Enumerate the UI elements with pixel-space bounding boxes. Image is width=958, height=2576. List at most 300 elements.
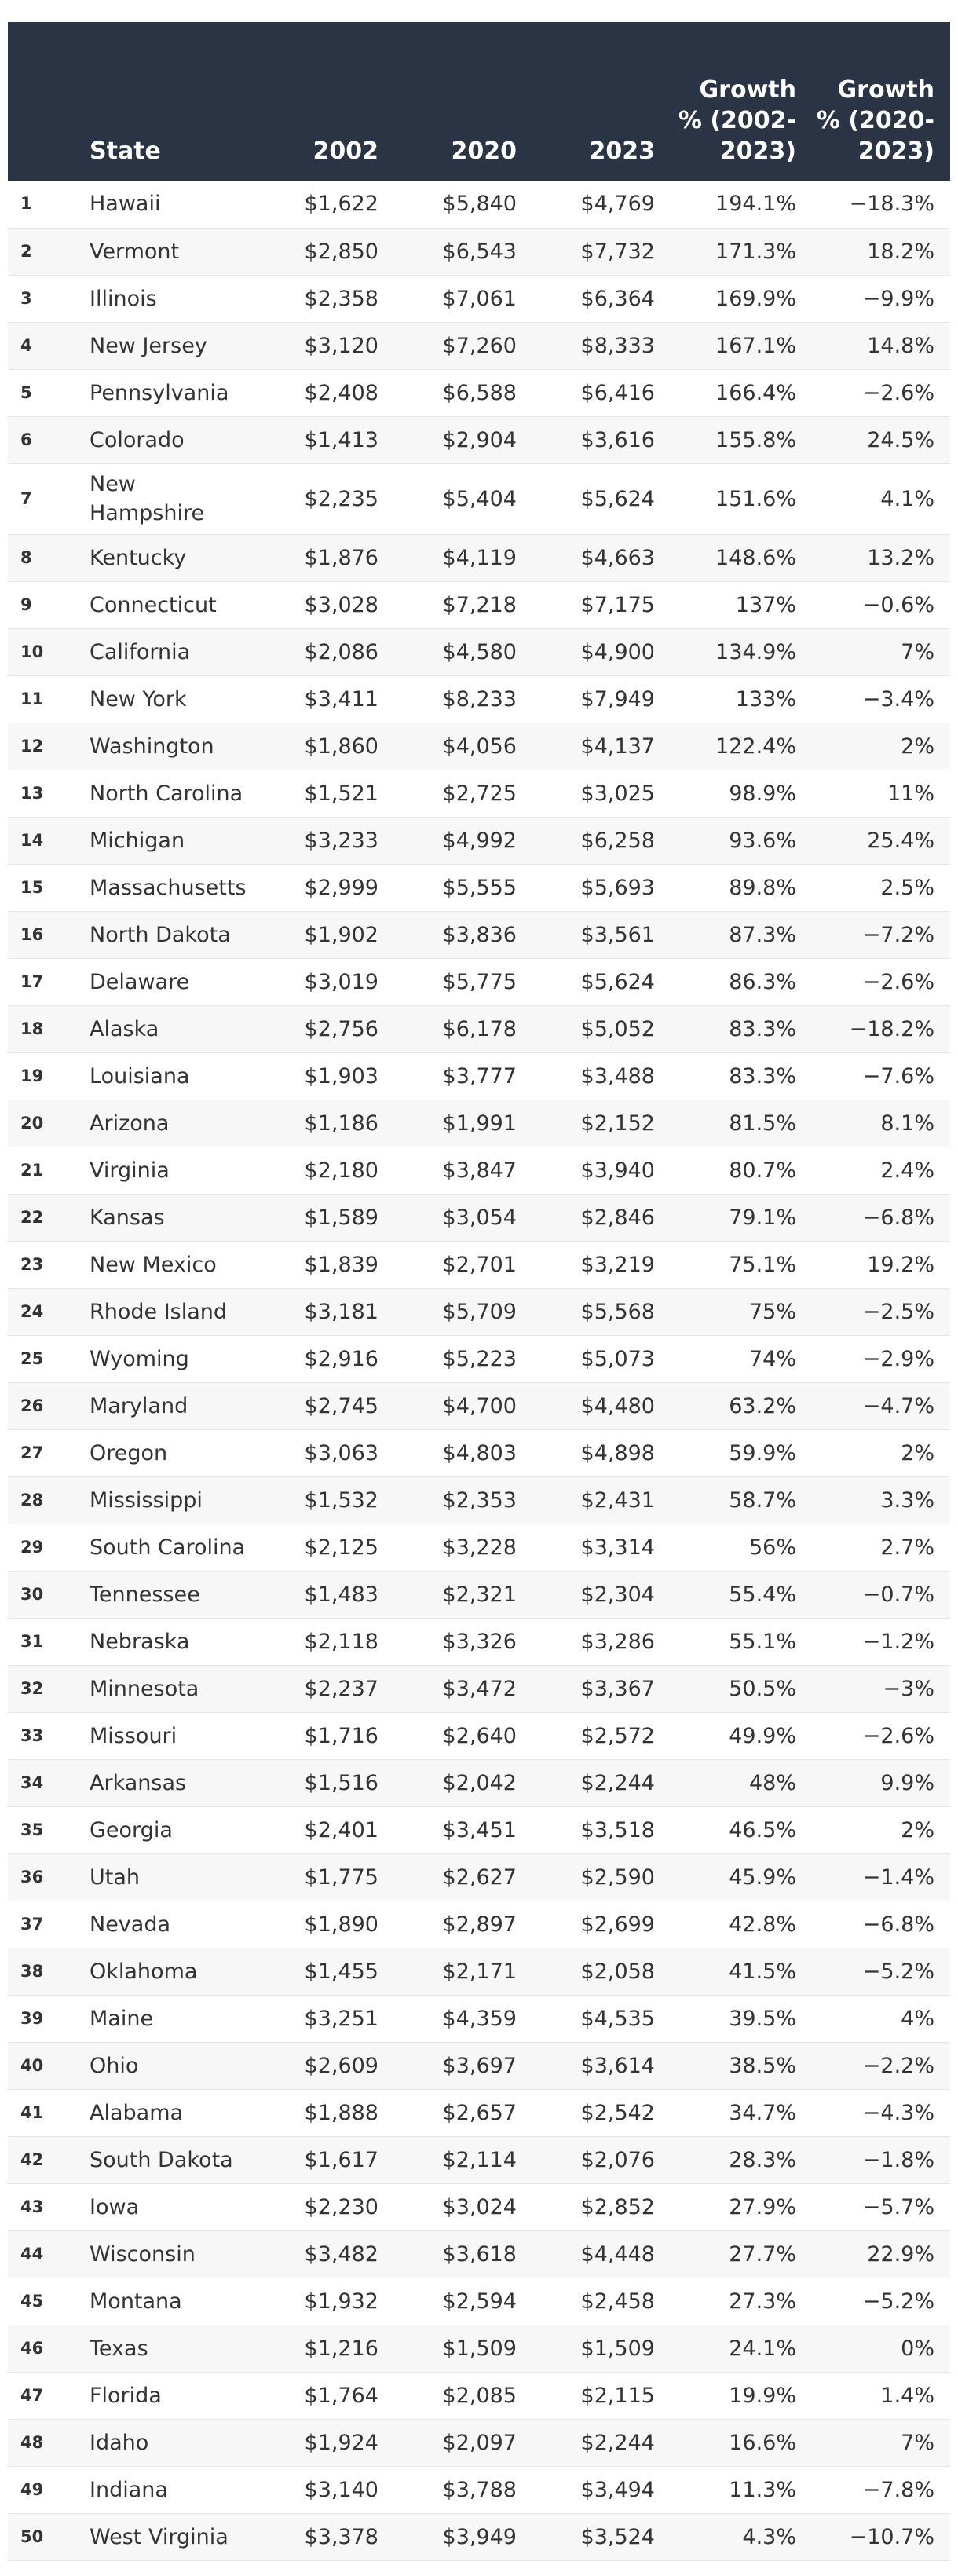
cell-rank: 18 bbox=[20, 1019, 44, 1038]
cell-2002: $1,413 bbox=[304, 427, 378, 452]
table-row bbox=[8, 534, 950, 581]
header-state: State bbox=[90, 137, 161, 165]
cell-growth-2020-2023: −7.2% bbox=[862, 922, 934, 947]
cell-rank: 17 bbox=[20, 971, 44, 991]
cell-2023: $2,244 bbox=[580, 2430, 655, 2455]
cell-rank: 29 bbox=[20, 1537, 44, 1557]
cell-state: Rhode Island bbox=[90, 1299, 228, 1324]
cell-2020: $1,509 bbox=[442, 2336, 517, 2361]
cell-growth-2020-2023: 0% bbox=[901, 2336, 934, 2361]
cell-2023: $4,448 bbox=[580, 2241, 655, 2267]
cell-growth-2020-2023: −2.2% bbox=[862, 2053, 934, 2078]
cell-growth-2020-2023: −18.2% bbox=[849, 1016, 934, 1041]
cell-growth-2002-2023: 28.3% bbox=[729, 2147, 796, 2172]
cell-rank: 34 bbox=[20, 1773, 44, 1792]
cell-growth-2002-2023: 133% bbox=[735, 686, 796, 712]
cell-2023: $7,175 bbox=[580, 592, 655, 617]
cell-2020: $6,588 bbox=[442, 380, 517, 405]
cell-growth-2002-2023: 42.8% bbox=[729, 1912, 796, 1937]
cell-growth-2020-2023: −1.2% bbox=[862, 1629, 934, 1654]
cell-2020: $3,847 bbox=[442, 1158, 517, 1183]
cell-rank: 10 bbox=[20, 642, 44, 661]
cell-growth-2002-2023: 89.8% bbox=[729, 875, 796, 900]
cell-2020: $7,218 bbox=[442, 592, 517, 617]
cell-2002: $1,839 bbox=[304, 1252, 378, 1277]
cell-2020: $3,024 bbox=[442, 2194, 517, 2219]
cell-growth-2020-2023: 3.3% bbox=[880, 1487, 934, 1513]
table-row bbox=[8, 628, 950, 675]
cell-2020: $3,777 bbox=[442, 1063, 517, 1089]
cell-rank: 12 bbox=[20, 736, 44, 756]
cell-growth-2020-2023: −1.8% bbox=[862, 2147, 934, 2172]
cell-growth-2020-2023: −3.4% bbox=[862, 686, 934, 712]
cell-state: West Virginia bbox=[90, 2524, 229, 2549]
cell-state: Pennsylvania bbox=[90, 380, 229, 405]
cell-growth-2002-2023: 166.4% bbox=[715, 380, 796, 405]
table-row bbox=[8, 770, 950, 817]
cell-2023: $4,535 bbox=[580, 2006, 655, 2031]
cell-growth-2002-2023: 38.5% bbox=[729, 2053, 796, 2078]
cell-rank: 38 bbox=[20, 1961, 44, 1981]
state-data-table bbox=[8, 22, 950, 2561]
cell-2002: $1,521 bbox=[304, 781, 378, 806]
cell-growth-2002-2023: 41.5% bbox=[729, 1959, 796, 1984]
cell-growth-2020-2023: −0.7% bbox=[862, 1582, 934, 1607]
cell-2002: $1,622 bbox=[304, 192, 378, 217]
cell-growth-2002-2023: 56% bbox=[748, 1535, 796, 1560]
cell-growth-2020-2023: −3% bbox=[883, 1676, 934, 1701]
cell-2002: $2,180 bbox=[304, 1158, 378, 1183]
table-row bbox=[8, 911, 950, 958]
cell-state: Virginia bbox=[90, 1158, 170, 1183]
cell-2023: $3,219 bbox=[580, 1252, 655, 1277]
table-row bbox=[8, 322, 950, 369]
cell-state: Connecticut bbox=[90, 592, 217, 617]
cell-2023: $3,614 bbox=[580, 2053, 655, 2078]
cell-rank: 33 bbox=[20, 1725, 44, 1745]
cell-growth-2002-2023: 155.8% bbox=[715, 427, 796, 452]
cell-2002: $3,063 bbox=[304, 1440, 378, 1465]
cell-2002: $1,216 bbox=[304, 2336, 378, 2361]
cell-growth-2002-2023: 55.4% bbox=[729, 1582, 796, 1607]
table-row bbox=[8, 1288, 950, 1335]
cell-2020: $2,904 bbox=[442, 427, 517, 452]
cell-growth-2020-2023: −7.6% bbox=[862, 1063, 934, 1089]
cell-2023: $6,258 bbox=[580, 828, 655, 853]
cell-rank: 20 bbox=[20, 1113, 44, 1132]
cell-2020: $2,657 bbox=[442, 2100, 517, 2125]
table-row bbox=[8, 463, 950, 534]
cell-growth-2020-2023: −2.6% bbox=[862, 1723, 934, 1748]
table-row bbox=[8, 1476, 950, 1524]
cell-2002: $3,120 bbox=[304, 333, 378, 358]
cell-2020: $8,233 bbox=[442, 686, 517, 712]
table-row bbox=[8, 2089, 950, 2136]
cell-rank: 32 bbox=[20, 1678, 44, 1698]
cell-2023: $3,616 bbox=[580, 427, 655, 452]
cell-growth-2020-2023: 2.7% bbox=[880, 1535, 934, 1560]
cell-growth-2002-2023: 49.9% bbox=[729, 1723, 796, 1748]
cell-2023: $2,590 bbox=[580, 1864, 655, 1890]
cell-rank: 36 bbox=[20, 1867, 44, 1886]
cell-state: Hawaii bbox=[90, 192, 161, 217]
cell-rank: 41 bbox=[20, 2102, 44, 2122]
cell-growth-2002-2023: 75.1% bbox=[729, 1252, 796, 1277]
cell-2023: $3,488 bbox=[580, 1063, 655, 1089]
cell-state: Montana bbox=[90, 2289, 182, 2314]
cell-2002: $2,237 bbox=[304, 1676, 378, 1701]
cell-state: Texas bbox=[90, 2336, 148, 2361]
cell-growth-2020-2023: −4.3% bbox=[862, 2100, 934, 2125]
cell-2002: $1,617 bbox=[304, 2147, 378, 2172]
cell-2023: $2,431 bbox=[580, 1487, 655, 1513]
cell-rank: 22 bbox=[20, 1207, 44, 1227]
cell-2020: $4,580 bbox=[442, 639, 517, 664]
cell-2020: $6,178 bbox=[442, 1016, 517, 1041]
cell-growth-2002-2023: 169.9% bbox=[715, 286, 796, 311]
cell-rank: 24 bbox=[20, 1301, 44, 1321]
cell-growth-2020-2023: 2% bbox=[901, 1440, 934, 1465]
cell-rank: 6 bbox=[20, 430, 32, 449]
cell-state: South Dakota bbox=[90, 2147, 233, 2172]
cell-2023: $7,732 bbox=[580, 239, 655, 264]
table-row bbox=[8, 1571, 950, 1618]
table-row bbox=[8, 1995, 950, 2042]
cell-2002: $1,764 bbox=[304, 2383, 378, 2408]
cell-2002: $1,532 bbox=[304, 1487, 378, 1513]
cell-2020: $2,640 bbox=[442, 1723, 517, 1748]
cell-2020: $2,627 bbox=[442, 1864, 517, 1890]
cell-2020: $2,171 bbox=[442, 1959, 517, 1984]
cell-growth-2002-2023: 98.9% bbox=[729, 781, 796, 806]
cell-growth-2020-2023: 25.4% bbox=[867, 828, 934, 853]
cell-growth-2020-2023: 14.8% bbox=[867, 333, 934, 358]
cell-growth-2020-2023: −2.6% bbox=[862, 380, 934, 405]
header-growth-2020-2023: Growth % (2020-2023) bbox=[816, 76, 934, 165]
cell-2023: $2,115 bbox=[580, 2383, 655, 2408]
cell-state: Missouri bbox=[90, 1723, 177, 1748]
cell-growth-2002-2023: 50.5% bbox=[729, 1676, 796, 1701]
cell-growth-2002-2023: 27.3% bbox=[729, 2289, 796, 2314]
cell-growth-2020-2023: 2.5% bbox=[880, 875, 934, 900]
cell-growth-2002-2023: 83.3% bbox=[729, 1063, 796, 1089]
table-row bbox=[8, 2136, 950, 2183]
table-row bbox=[8, 275, 950, 322]
table-row bbox=[8, 1241, 950, 1288]
cell-2002: $3,140 bbox=[304, 2477, 378, 2502]
cell-2020: $4,056 bbox=[442, 734, 517, 759]
cell-state: Indiana bbox=[90, 2477, 168, 2502]
cell-rank: 48 bbox=[20, 2432, 44, 2452]
cell-state: Iowa bbox=[90, 2194, 140, 2219]
cell-state: New Mexico bbox=[90, 1252, 217, 1277]
cell-growth-2002-2023: 11.3% bbox=[729, 2477, 796, 2502]
table-row bbox=[8, 1901, 950, 1948]
cell-2020: $3,054 bbox=[442, 1205, 517, 1230]
cell-2002: $1,876 bbox=[304, 545, 378, 570]
cell-2020: $4,700 bbox=[442, 1393, 517, 1418]
cell-rank: 27 bbox=[20, 1443, 44, 1462]
cell-growth-2002-2023: 27.9% bbox=[729, 2194, 796, 2219]
cell-2002: $2,745 bbox=[304, 1393, 378, 1418]
cell-2002: $3,181 bbox=[304, 1299, 378, 1324]
cell-growth-2020-2023: 11% bbox=[887, 781, 934, 806]
cell-growth-2002-2023: 27.7% bbox=[729, 2241, 796, 2267]
cell-state: North Carolina bbox=[90, 781, 243, 806]
cell-growth-2002-2023: 75% bbox=[748, 1299, 796, 1324]
cell-2023: $5,568 bbox=[580, 1299, 655, 1324]
cell-state: Oklahoma bbox=[90, 1959, 198, 1984]
cell-2020: $3,228 bbox=[442, 1535, 517, 1560]
cell-state: Florida bbox=[90, 2383, 162, 2408]
cell-2020: $2,701 bbox=[442, 1252, 517, 1277]
cell-growth-2020-2023: 2% bbox=[901, 734, 934, 759]
cell-growth-2020-2023: −10.7% bbox=[849, 2524, 934, 2549]
table-row bbox=[8, 864, 950, 911]
cell-2002: $1,932 bbox=[304, 2289, 378, 2314]
cell-rank: 43 bbox=[20, 2197, 44, 2216]
cell-growth-2020-2023: −2.6% bbox=[862, 969, 934, 994]
cell-state: Massachusetts bbox=[90, 875, 247, 900]
cell-2002: $2,358 bbox=[304, 286, 378, 311]
cell-rank: 44 bbox=[20, 2244, 44, 2263]
cell-2020: $4,992 bbox=[442, 828, 517, 853]
cell-2002: $1,589 bbox=[304, 1205, 378, 1230]
cell-2023: $2,076 bbox=[580, 2147, 655, 2172]
cell-2002: $3,378 bbox=[304, 2524, 378, 2549]
table-row bbox=[8, 228, 950, 275]
cell-2023: $2,542 bbox=[580, 2100, 655, 2125]
cell-rank: 50 bbox=[20, 2527, 44, 2546]
cell-2020: $5,223 bbox=[442, 1346, 517, 1371]
cell-growth-2002-2023: 4.3% bbox=[742, 2524, 796, 2549]
cell-2002: $2,916 bbox=[304, 1346, 378, 1371]
cell-2023: $3,561 bbox=[580, 922, 655, 947]
cell-state: Alabama bbox=[90, 2100, 184, 2125]
cell-growth-2002-2023: 93.6% bbox=[729, 828, 796, 853]
cell-2023: $5,624 bbox=[580, 486, 655, 511]
table-row bbox=[8, 2513, 950, 2560]
table-row bbox=[8, 817, 950, 864]
cell-growth-2002-2023: 80.7% bbox=[729, 1158, 796, 1183]
cell-2002: $2,235 bbox=[304, 486, 378, 511]
cell-2020: $2,114 bbox=[442, 2147, 517, 2172]
cell-rank: 26 bbox=[20, 1396, 44, 1415]
cell-growth-2020-2023: 7% bbox=[901, 639, 934, 664]
cell-state: Georgia bbox=[90, 1817, 173, 1842]
cell-2020: $2,042 bbox=[442, 1770, 517, 1795]
cell-growth-2002-2023: 59.9% bbox=[729, 1440, 796, 1465]
cell-rank: 4 bbox=[20, 335, 32, 355]
cell-2002: $1,924 bbox=[304, 2430, 378, 2455]
cell-2020: $2,085 bbox=[442, 2383, 517, 2408]
cell-2002: $3,233 bbox=[304, 828, 378, 853]
cell-state: Arkansas bbox=[90, 1770, 187, 1795]
cell-growth-2002-2023: 86.3% bbox=[729, 969, 796, 994]
cell-2020: $3,836 bbox=[442, 922, 517, 947]
table-row bbox=[8, 1524, 950, 1571]
cell-growth-2002-2023: 74% bbox=[748, 1346, 796, 1371]
cell-2023: $2,244 bbox=[580, 1770, 655, 1795]
cell-rank: 9 bbox=[20, 595, 32, 614]
cell-2023: $2,572 bbox=[580, 1723, 655, 1748]
cell-2023: $3,940 bbox=[580, 1158, 655, 1183]
cell-growth-2020-2023: −6.8% bbox=[862, 1912, 934, 1937]
cell-2020: $4,119 bbox=[442, 545, 517, 570]
cell-2002: $3,482 bbox=[304, 2241, 378, 2267]
cell-rank: 30 bbox=[20, 1584, 44, 1604]
table-row bbox=[8, 1382, 950, 1429]
cell-growth-2002-2023: 81.5% bbox=[729, 1111, 796, 1136]
cell-state: Minnesota bbox=[90, 1676, 199, 1701]
cell-growth-2020-2023: 9.9% bbox=[880, 1770, 934, 1795]
table-body bbox=[8, 181, 950, 2560]
cell-state: Nebraska bbox=[90, 1629, 190, 1654]
cell-rank: 13 bbox=[20, 783, 44, 803]
cell-growth-2020-2023: 1.4% bbox=[880, 2383, 934, 2408]
cell-growth-2020-2023: −7.8% bbox=[862, 2477, 934, 2502]
cell-rank: 42 bbox=[20, 2150, 44, 2169]
cell-growth-2020-2023: −2.9% bbox=[862, 1346, 934, 1371]
cell-growth-2020-2023: −6.8% bbox=[862, 1205, 934, 1230]
cell-state: California bbox=[90, 639, 191, 664]
cell-growth-2002-2023: 48% bbox=[748, 1770, 796, 1795]
cell-rank: 16 bbox=[20, 924, 44, 944]
cell-rank: 46 bbox=[20, 2338, 44, 2358]
cell-growth-2020-2023: 13.2% bbox=[867, 545, 934, 570]
table-row bbox=[8, 369, 950, 416]
cell-2002: $2,118 bbox=[304, 1629, 378, 1654]
cell-2023: $6,416 bbox=[580, 380, 655, 405]
cell-2020: $5,404 bbox=[442, 486, 517, 511]
cell-2023: $5,052 bbox=[580, 1016, 655, 1041]
cell-state: Vermont bbox=[90, 239, 180, 264]
header-2002: 2002 bbox=[313, 137, 378, 165]
cell-rank: 23 bbox=[20, 1254, 44, 1274]
cell-2023: $4,137 bbox=[580, 734, 655, 759]
table-row bbox=[8, 1712, 950, 1759]
cell-2023: $4,480 bbox=[580, 1393, 655, 1418]
cell-rank: 31 bbox=[20, 1631, 44, 1651]
cell-growth-2002-2023: 148.6% bbox=[715, 545, 796, 570]
cell-rank: 3 bbox=[20, 288, 32, 308]
cell-2023: $8,333 bbox=[580, 333, 655, 358]
table-row bbox=[8, 1806, 950, 1853]
cell-state: New Hampshire bbox=[90, 472, 205, 525]
cell-2020: $4,803 bbox=[442, 1440, 517, 1465]
cell-growth-2002-2023: 24.1% bbox=[729, 2336, 796, 2361]
cell-state: Illinois bbox=[90, 286, 157, 311]
header-row bbox=[8, 22, 950, 181]
cell-growth-2020-2023: −0.6% bbox=[862, 592, 934, 617]
table-row bbox=[8, 1194, 950, 1241]
cell-2002: $2,609 bbox=[304, 2053, 378, 2078]
cell-2020: $5,709 bbox=[442, 1299, 517, 1324]
cell-2020: $2,725 bbox=[442, 781, 517, 806]
table-row bbox=[8, 2372, 950, 2419]
table-row bbox=[8, 2183, 950, 2230]
cell-rank: 37 bbox=[20, 1914, 44, 1934]
cell-2023: $3,518 bbox=[580, 1817, 655, 1842]
cell-state: Delaware bbox=[90, 969, 190, 994]
cell-growth-2020-2023: −5.7% bbox=[862, 2194, 934, 2219]
cell-2020: $5,555 bbox=[442, 875, 517, 900]
cell-2023: $4,898 bbox=[580, 1440, 655, 1465]
cell-2002: $1,716 bbox=[304, 1723, 378, 1748]
table-row bbox=[8, 1618, 950, 1665]
table-row bbox=[8, 2325, 950, 2372]
cell-2020: $7,260 bbox=[442, 333, 517, 358]
cell-2020: $2,594 bbox=[442, 2289, 517, 2314]
cell-state: Nevada bbox=[90, 1912, 171, 1937]
table-row bbox=[8, 2466, 950, 2513]
cell-2002: $2,230 bbox=[304, 2194, 378, 2219]
cell-growth-2020-2023: −4.7% bbox=[862, 1393, 934, 1418]
cell-2023: $4,900 bbox=[580, 639, 655, 664]
cell-2020: $3,451 bbox=[442, 1817, 517, 1842]
cell-growth-2002-2023: 63.2% bbox=[729, 1393, 796, 1418]
table-row bbox=[8, 1005, 950, 1052]
cell-2020: $2,321 bbox=[442, 1582, 517, 1607]
cell-growth-2020-2023: 24.5% bbox=[867, 427, 934, 452]
table-row bbox=[8, 1759, 950, 1806]
cell-rank: 39 bbox=[20, 2008, 44, 2028]
header-rank bbox=[8, 22, 90, 181]
cell-growth-2020-2023: −5.2% bbox=[862, 2289, 934, 2314]
cell-growth-2020-2023: −2.5% bbox=[862, 1299, 934, 1324]
cell-rank: 49 bbox=[20, 2479, 44, 2499]
cell-growth-2020-2023: −18.3% bbox=[849, 192, 934, 217]
cell-2023: $1,509 bbox=[580, 2336, 655, 2361]
cell-growth-2002-2023: 151.6% bbox=[715, 486, 796, 511]
cell-2002: $3,251 bbox=[304, 2006, 378, 2031]
cell-state: Idaho bbox=[90, 2430, 149, 2455]
cell-2020: $5,775 bbox=[442, 969, 517, 994]
cell-rank: 8 bbox=[20, 547, 32, 567]
cell-state: Tennessee bbox=[90, 1582, 200, 1607]
cell-state: New Jersey bbox=[90, 333, 207, 358]
cell-2023: $3,524 bbox=[580, 2524, 655, 2549]
cell-2002: $2,850 bbox=[304, 239, 378, 264]
cell-rank: 2 bbox=[20, 241, 32, 261]
cell-2002: $1,483 bbox=[304, 1582, 378, 1607]
cell-2002: $2,756 bbox=[304, 1016, 378, 1041]
cell-growth-2020-2023: −9.9% bbox=[862, 286, 934, 311]
cell-state: Maryland bbox=[90, 1393, 188, 1418]
cell-2023: $2,699 bbox=[580, 1912, 655, 1937]
cell-2020: $5,840 bbox=[442, 192, 517, 217]
cell-2002: $1,903 bbox=[304, 1063, 378, 1089]
cell-growth-2002-2023: 171.3% bbox=[715, 239, 796, 264]
cell-growth-2020-2023: 8.1% bbox=[880, 1111, 934, 1136]
cell-state: Wyoming bbox=[90, 1346, 189, 1371]
cell-2002: $3,028 bbox=[304, 592, 378, 617]
cell-2002: $1,860 bbox=[304, 734, 378, 759]
cell-2020: $6,543 bbox=[442, 239, 517, 264]
cell-2002: $2,408 bbox=[304, 380, 378, 405]
table-row bbox=[8, 675, 950, 723]
cell-growth-2002-2023: 167.1% bbox=[715, 333, 796, 358]
cell-2020: $3,618 bbox=[442, 2241, 517, 2267]
cell-2002: $1,516 bbox=[304, 1770, 378, 1795]
table-row bbox=[8, 1147, 950, 1194]
cell-2020: $4,359 bbox=[442, 2006, 517, 2031]
table-row bbox=[8, 1100, 950, 1147]
cell-2023: $3,494 bbox=[580, 2477, 655, 2502]
cell-state: Alaska bbox=[90, 1016, 159, 1041]
cell-rank: 47 bbox=[20, 2385, 44, 2405]
table-row bbox=[8, 958, 950, 1005]
